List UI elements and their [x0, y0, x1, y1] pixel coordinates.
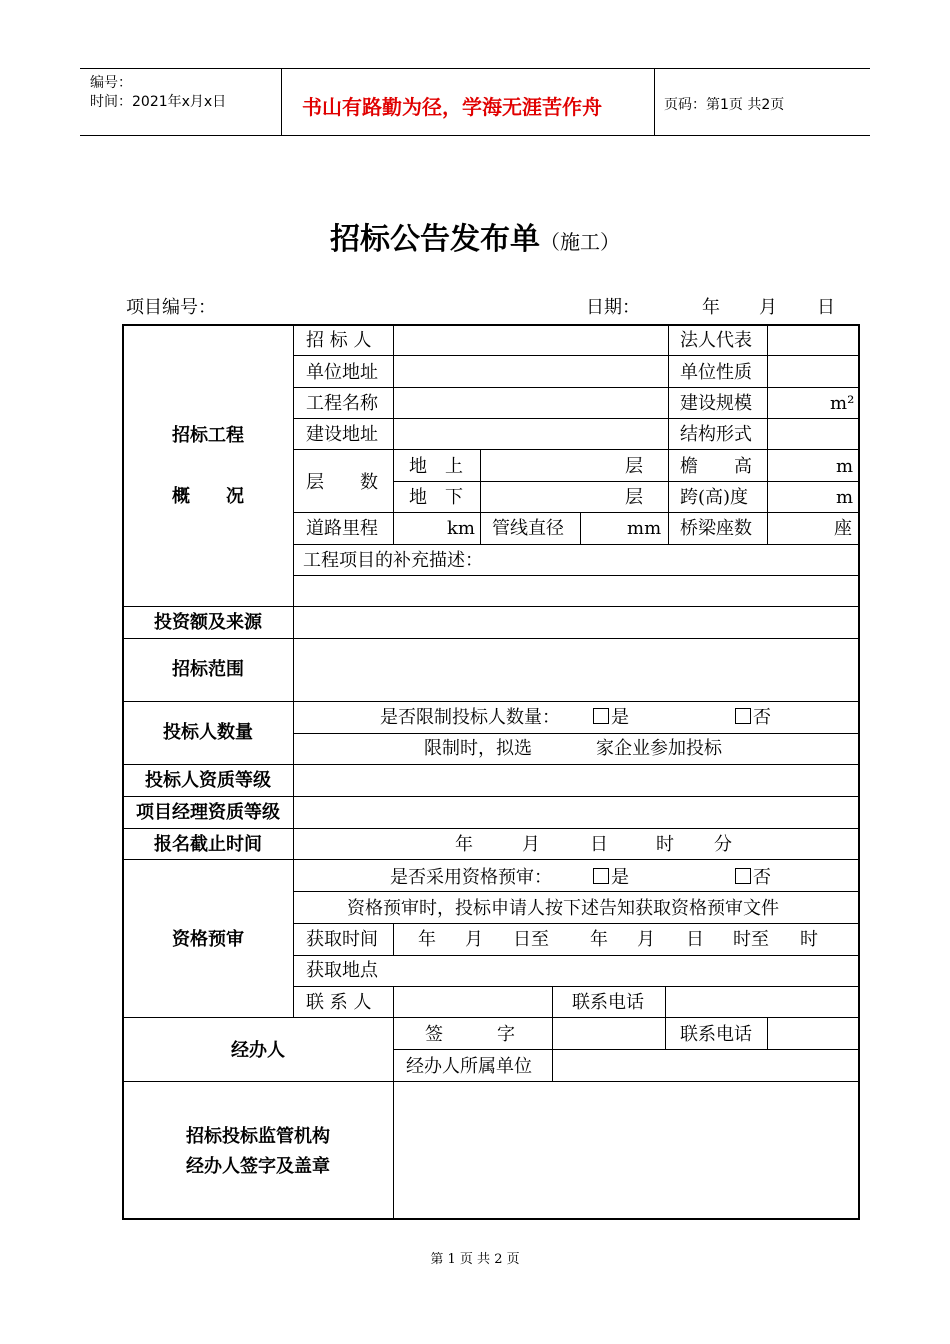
get-time-month1: 月	[465, 929, 483, 950]
prequal-no[interactable]: 否	[735, 867, 771, 889]
get-time-label: 获取时间	[306, 929, 378, 950]
get-time-hour2: 时	[800, 929, 818, 950]
project-number-label: 项目编号：	[126, 297, 216, 318]
scope-label: 招标范围	[172, 659, 244, 680]
checkbox-icon[interactable]	[593, 868, 609, 884]
page-title	[0, 214, 950, 258]
limit-bidders-yes[interactable]: 是	[593, 707, 629, 729]
deadline-year: 年	[455, 834, 473, 855]
checkbox-icon[interactable]	[735, 708, 751, 724]
document-time-label: 时间：2021年x月x日	[90, 94, 227, 110]
pipe-unit: mm	[627, 518, 662, 539]
deadline-hour: 时	[656, 834, 674, 855]
checkbox-icon[interactable]	[735, 868, 751, 884]
supervision-label-line1: 招标投标监管机构	[186, 1126, 330, 1147]
bridge-unit: 座	[834, 518, 852, 539]
overview-label-line1: 招标工程	[172, 425, 244, 446]
get-place-label: 获取地点	[306, 960, 378, 981]
date-year: 年	[702, 297, 720, 318]
span-label: 跨(高)度	[680, 487, 749, 508]
date-label: 日期：	[586, 297, 640, 318]
bidder-count-label: 投标人数量	[163, 722, 253, 743]
handler-phone-label: 联系电话	[680, 1024, 752, 1045]
below-floor-unit: 层	[625, 487, 643, 508]
handler-label: 经办人	[231, 1040, 285, 1061]
prequal-notice: 资格预审时，投标申请人按下述告知获取资格预审文件	[347, 898, 779, 919]
checkbox-icon[interactable]	[593, 708, 609, 724]
unit-address-label: 单位地址	[306, 362, 378, 383]
tenderer-label: 招 标 人	[306, 330, 372, 351]
floors-label: 层 数	[306, 472, 378, 493]
pipe-diameter-label: 管线直径	[492, 518, 564, 539]
investment-label: 投资额及来源	[154, 612, 262, 633]
contact-person-label: 联 系 人	[306, 992, 372, 1013]
footer-page-number: 第 1 页 共 2 页	[430, 1252, 520, 1267]
prequal-label: 资格预审	[172, 929, 244, 950]
title-sub: （施工）	[540, 230, 620, 254]
handler-sign-label: 签 字	[425, 1024, 515, 1045]
unit-nature-label: 单位性质	[680, 362, 752, 383]
deadline-month: 月	[522, 834, 540, 855]
pm-qualification-label: 项目经理资质等级	[136, 802, 280, 823]
title-main: 招标公告发布单	[330, 222, 540, 257]
road-length-label: 道路里程	[306, 518, 378, 539]
below-ground-label: 地 下	[409, 487, 463, 508]
above-floor-unit: 层	[625, 456, 643, 477]
document-number-label: 编号：	[90, 75, 132, 91]
handler-unit-label: 经办人所属单位	[406, 1056, 532, 1077]
eave-height-label: 檐 高	[680, 456, 752, 477]
eave-unit: m	[836, 456, 854, 477]
supervision-label-line2: 经办人签字及盖章	[186, 1156, 330, 1177]
contact-phone-label: 联系电话	[572, 992, 644, 1013]
get-time-hour-to: 时至	[733, 929, 769, 950]
project-name-label: 工程名称	[306, 393, 378, 414]
header-motto: 书山有路勤为径，学海无涯苦作舟	[302, 95, 602, 119]
site-address-label: 建设地址	[306, 424, 378, 445]
scale-unit: m²	[830, 393, 855, 414]
above-ground-label: 地 上	[409, 456, 463, 477]
get-time-year2: 年	[590, 929, 608, 950]
prequal-yes[interactable]: 是	[593, 867, 629, 889]
deadline-minute: 分	[714, 834, 732, 855]
limit-text-a: 限制时，拟选	[424, 738, 532, 759]
bidder-qualification-label: 投标人资质等级	[145, 770, 271, 791]
deadline-day: 日	[590, 834, 608, 855]
supplement-label: 工程项目的补充描述：	[303, 550, 483, 571]
legal-rep-label: 法人代表	[680, 330, 752, 351]
limit-bidders-question: 是否限制投标人数量：	[380, 707, 560, 728]
limit-text-b: 家企业参加投标	[596, 738, 722, 759]
structure-label: 结构形式	[680, 424, 752, 445]
construction-scale-label: 建设规模	[680, 393, 752, 414]
span-unit: m	[836, 487, 854, 508]
get-time-month2: 月	[637, 929, 655, 950]
date-day: 日	[817, 297, 835, 318]
bridge-count-label: 桥梁座数	[680, 518, 752, 539]
get-time-year1: 年	[418, 929, 436, 950]
limit-bidders-no[interactable]: 否	[735, 707, 771, 729]
road-unit: km	[447, 518, 475, 539]
overview-label-line2: 概 况	[172, 486, 244, 507]
deadline-label: 报名截止时间	[154, 834, 262, 855]
prequal-question: 是否采用资格预审：	[390, 867, 552, 888]
get-time-day2: 日	[686, 929, 704, 950]
date-month: 月	[759, 297, 777, 318]
get-time-day-to: 日至	[513, 929, 549, 950]
page-code: 页码：第1页 共2页	[664, 97, 785, 113]
